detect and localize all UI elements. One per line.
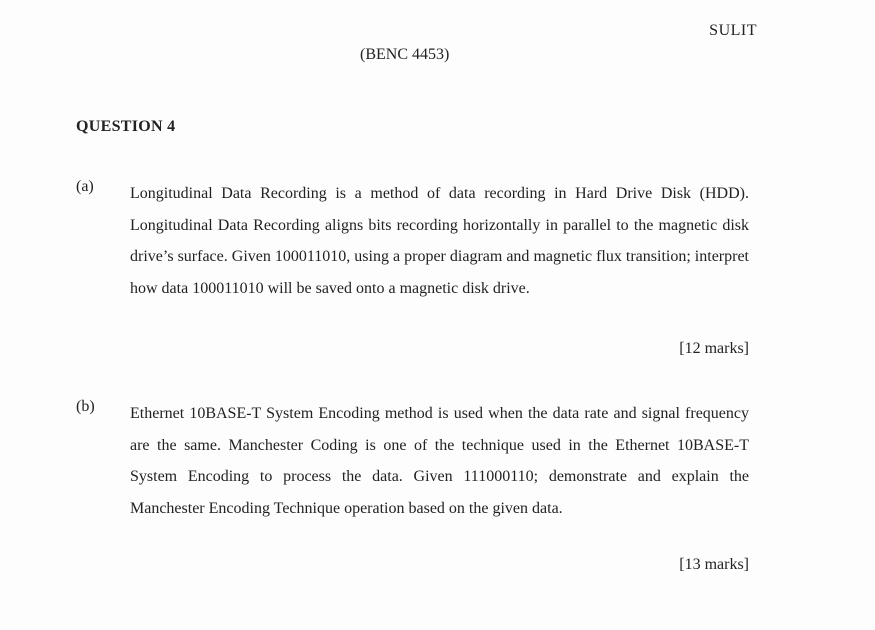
classification-label: SULIT — [709, 22, 757, 39]
marks-part-a: [12 marks] — [679, 340, 749, 357]
part-label-a: (a) — [76, 178, 94, 195]
question-title: QUESTION 4 — [76, 118, 176, 135]
part-label-b: (b) — [76, 398, 95, 415]
course-code: (BENC 4453) — [360, 46, 450, 63]
marks-part-b: [13 marks] — [679, 556, 749, 573]
part-text-b: Ethernet 10BASE-T System Encoding method is used when the data rate and signal frequency are the same. Manchester Coding is one of the technique used in the Ethernet 10BASE-T System Encoding to process the data. Given 111000110; demonstrate and explain the Manchester Encoding Technique operation based on the given data. — [130, 405, 749, 517]
part-text-a: Longitudinal Data Recording is a method of data recording in Hard Drive Disk (HDD). Longitudinal Data Recording aligns bits recording horizontally in parallel to the magnetic disk drive’s surface. Given 100011010, using a proper diagram and magnetic flux transition; interpret how data 100011010 will be saved onto a magnetic disk drive. — [130, 185, 749, 297]
